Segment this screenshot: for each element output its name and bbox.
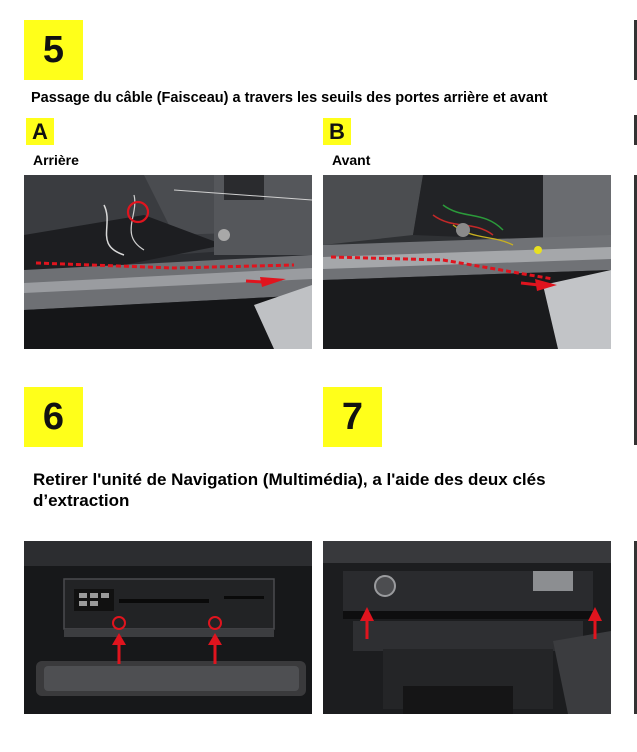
- badge-a: [26, 118, 54, 145]
- photo-rear-sill: [24, 175, 312, 349]
- step-6-number: 6: [42, 395, 65, 438]
- step-5-badge: [24, 20, 83, 80]
- label-avant: Avant: [332, 152, 371, 168]
- badge-b-letter: B: [329, 118, 345, 144]
- step-7-badge: [323, 387, 382, 447]
- section-6-7-instruction: Retirer l'unité de Navigation (Multimédia), a l'aide des deux clés d’extraction: [33, 470, 546, 510]
- photo-front-sill: [323, 175, 611, 349]
- step-7-number: 7: [341, 395, 364, 438]
- badge-a-letter: A: [32, 118, 48, 144]
- label-arriere: Arrière: [33, 152, 79, 168]
- section-5-heading: Passage du câble (Faisceau) a travers les seuils des portes arrière et avant: [31, 90, 548, 106]
- photo-navigation-unit: [24, 541, 312, 714]
- step-5-number: 5: [42, 28, 65, 71]
- badge-b: [323, 118, 351, 145]
- step-6-badge: [24, 387, 83, 447]
- photo-glovebox: [323, 541, 611, 714]
